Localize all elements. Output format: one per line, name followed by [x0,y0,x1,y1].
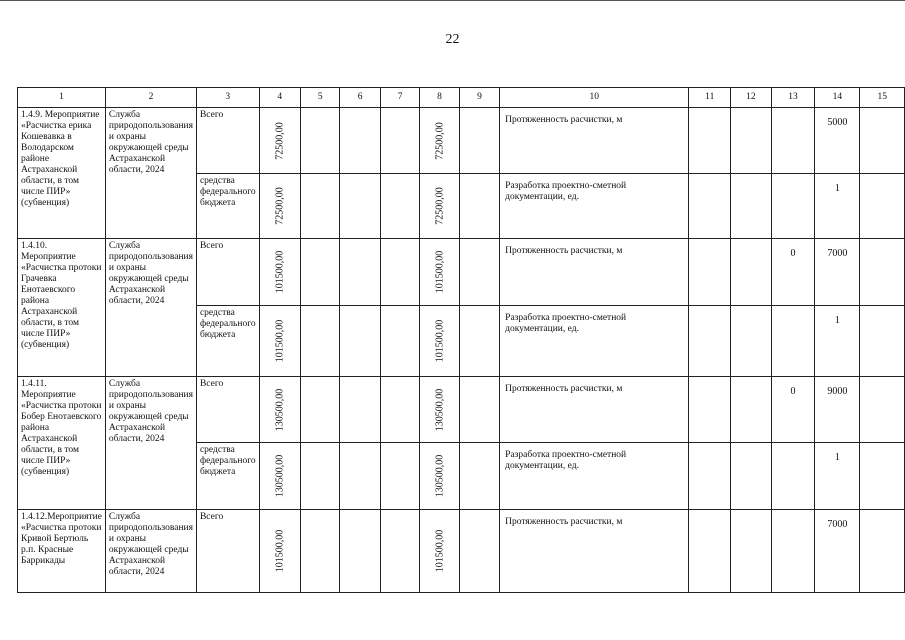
amount-col-8-text: 72500,00 [434,121,446,160]
executor-name: Служба природопользования и охраны окружающей среды Астраханской области, 2024 [105,239,196,377]
empty-cell [340,108,380,174]
funding-source: средства федерального бюджета [196,174,259,239]
table-row [18,510,905,593]
empty-cell [380,239,419,306]
amount-col-4 [259,377,300,443]
column-header: 10 [500,88,689,108]
empty-cell [380,443,419,510]
amount-col-4-text: 72500,00 [274,121,286,160]
value-col-14: 1 [815,174,860,239]
amount-col-4 [259,443,300,510]
measure-name: 1.4.12.Мероприятие «Расчистка протоки Кривой Бертюль р.п. Красные Баррикады [18,510,106,593]
amount-col-8 [420,306,459,377]
amount-col-4-text: 130500,00 [274,388,286,431]
empty-cell [459,443,499,510]
empty-cell [689,510,731,593]
indicator-name: Протяженность расчистки, м [500,239,689,306]
column-number-row [18,88,905,108]
empty-cell [731,510,772,593]
empty-cell [300,377,339,443]
amount-col-8 [420,443,459,510]
amount-col-8-text: 130500,00 [434,454,446,498]
empty-cell [459,306,499,377]
executor-name: Служба природопользования и охраны окружающей среды Астраханской области, 2024 [105,108,196,239]
empty-cell [459,510,499,593]
value-col-13 [771,443,815,510]
value-col-13 [771,510,815,593]
empty-cell [340,377,380,443]
empty-cell [689,174,731,239]
empty-cell [689,377,731,443]
indicator-name: Разработка проектно-сметной документации, ед. [500,443,689,510]
amount-col-4-text: 130500,00 [274,454,286,498]
measure-name: 1.4.10. Мероприятие «Расчистка протоки Грачевка Енотаевского района Астраханской области, в том числе ПИР» (субвенция) [18,239,106,377]
column-header: 8 [420,88,459,108]
executor-name: Служба природопользования и охраны окружающей среды Астраханской области, 2024 [105,510,196,593]
column-header: 12 [731,88,772,108]
value-col-14: 5000 [815,108,860,174]
amount-col-4-text: 101500,00 [274,529,286,573]
amount-col-4-text: 101500,00 [274,250,286,294]
empty-cell [380,377,419,443]
indicator-name: Разработка проектно-сметной документации, ед. [500,306,689,377]
empty-cell [340,510,380,593]
empty-cell [380,306,419,377]
value-col-13: 0 [771,377,815,443]
empty-cell [459,174,499,239]
amount-col-8 [420,174,459,239]
table-row [18,108,905,174]
amount-col-8-text: 72500,00 [434,187,446,225]
empty-cell [731,174,772,239]
amount-col-4-text: 72500,00 [274,187,286,225]
table-row [18,239,905,306]
empty-cell [300,510,339,593]
column-header: 2 [105,88,196,108]
table-row [18,377,905,443]
value-col-14: 1 [815,306,860,377]
empty-cell [860,108,905,174]
amount-col-8 [420,239,459,306]
indicator-name: Протяженность расчистки, м [500,377,689,443]
empty-cell [300,174,339,239]
amount-col-4 [259,108,300,174]
column-header: 1 [18,88,106,108]
empty-cell [731,108,772,174]
column-header: 9 [459,88,499,108]
empty-cell [380,108,419,174]
value-col-14: 1 [815,443,860,510]
funding-source: Всего [196,510,259,593]
amount-col-8 [420,108,459,174]
empty-cell [689,108,731,174]
empty-cell [459,108,499,174]
amount-col-4 [259,174,300,239]
executor-name: Служба природопользования и охраны окружающей среды Астраханской области, 2024 [105,377,196,510]
indicator-name: Протяженность расчистки, м [500,108,689,174]
page-number: 22 [445,32,460,47]
amount-col-8 [420,377,459,443]
empty-cell [860,239,905,306]
amount-col-8 [420,510,459,593]
funding-source: Всего [196,377,259,443]
amount-col-8-text: 101500,00 [434,529,446,573]
empty-cell [340,239,380,306]
empty-cell [340,174,380,239]
column-header: 6 [340,88,380,108]
column-header: 15 [860,88,905,108]
indicator-name: Протяженность расчистки, м [500,510,689,593]
empty-cell [731,306,772,377]
value-col-13 [771,306,815,377]
column-header: 5 [300,88,339,108]
empty-cell [459,239,499,306]
value-col-14: 7000 [815,510,860,593]
empty-cell [340,306,380,377]
amount-col-4 [259,306,300,377]
empty-cell [731,443,772,510]
funding-source: Всего [196,239,259,306]
amount-col-4 [259,510,300,593]
empty-cell [300,306,339,377]
value-col-13: 0 [771,239,815,306]
value-col-14: 9000 [815,377,860,443]
measure-name: 1.4.9. Мероприятие «Расчистка ерика Кошевавка в Володарском районе Астраханской области, в том числе ПИР» (субвенция) [18,108,106,239]
amount-col-8-text: 101500,00 [434,250,446,294]
amount-col-4 [259,239,300,306]
column-header: 14 [815,88,860,108]
funding-source: средства федерального бюджета [196,443,259,510]
empty-cell [459,377,499,443]
column-header: 3 [196,88,259,108]
empty-cell [860,174,905,239]
empty-cell [300,239,339,306]
value-col-13 [771,174,815,239]
column-header: 13 [771,88,815,108]
empty-cell [689,306,731,377]
column-header: 11 [689,88,731,108]
empty-cell [731,377,772,443]
empty-cell [860,306,905,377]
empty-cell [689,443,731,510]
program-table [17,87,905,593]
empty-cell [340,443,380,510]
empty-cell [860,510,905,593]
funding-source: Всего [196,108,259,174]
value-col-13 [771,108,815,174]
column-header: 7 [380,88,419,108]
empty-cell [380,510,419,593]
top-rule [0,0,905,1]
funding-source: средства федерального бюджета [196,306,259,377]
empty-cell [860,377,905,443]
empty-cell [300,443,339,510]
empty-cell [689,239,731,306]
amount-col-8-text: 101500,00 [434,319,446,363]
amount-col-4-text: 101500,00 [274,319,286,363]
empty-cell [860,443,905,510]
empty-cell [731,239,772,306]
empty-cell [300,108,339,174]
value-col-14: 7000 [815,239,860,306]
measure-name: 1.4.11. Мероприятие «Расчистка протоки Бобер Енотаевского района Астраханской области, в том числе ПИР» (субвенция) [18,377,106,510]
empty-cell [380,174,419,239]
column-header: 4 [259,88,300,108]
indicator-name: Разработка проектно-сметной документации, ед. [500,174,689,239]
amount-col-8-text: 130500,00 [434,388,446,431]
